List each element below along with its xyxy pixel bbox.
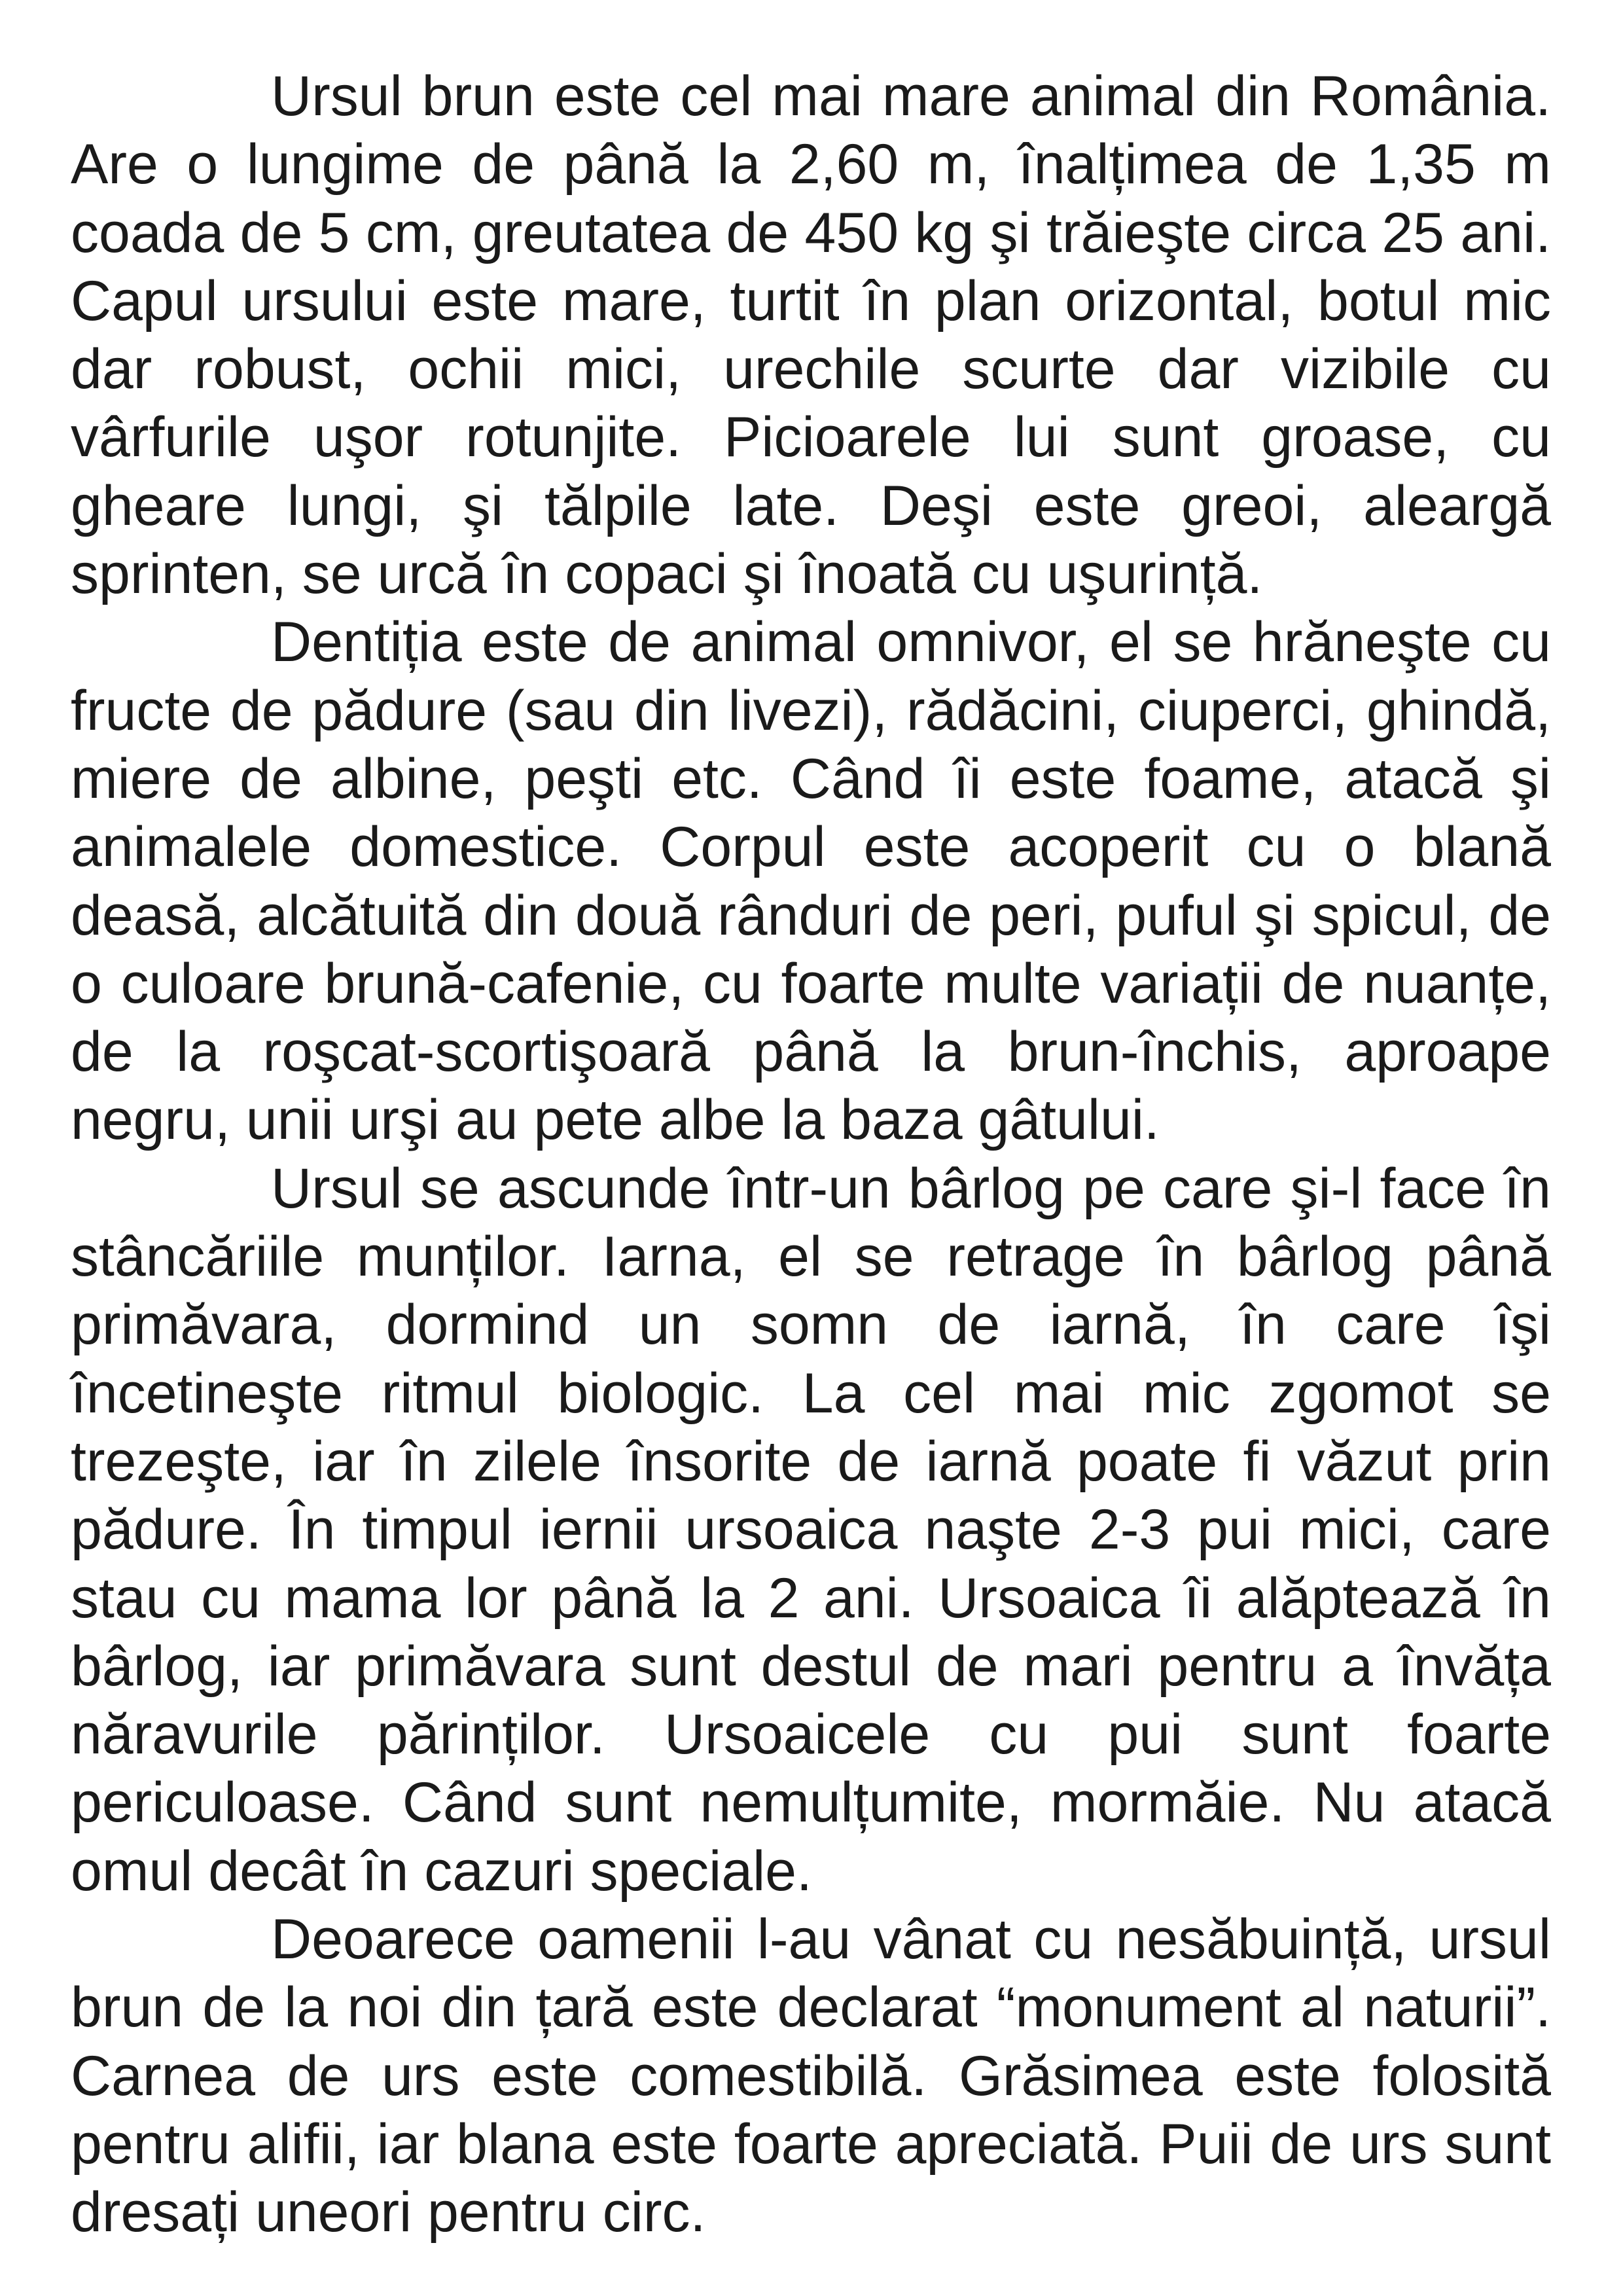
- paragraph-protection-and-uses: Deoarece oamenii l-au vânat cu nesăbuință, ursul brun de la noi din țară este declarat “monument al naturii”. Carnea de urs este comestibilă. Grăsimea este folosită pentru alifii, iar blana este foarte apreciată. Puii de urs sunt dresați uneori pentru circ.: [71, 1908, 1551, 2244]
- document-page: [71, 62, 1551, 2247]
- paragraph-physical-description: Ursul brun este cel mai mare animal din România. Are o lungime de până la 2,60 m, înalțimea de 1,35 m coada de 5 cm, greutatea de 450 kg şi trăieşte circa 25 ani. Capul ursului este mare, turtit în plan orizontal, botul mic dar robust, ochii mici, urechile scurte dar vizibile cu vârfurile uşor rotunjite. Picioarele lui sunt groase, cu gheare lungi, şi tălpile late. Deşi este greoi, aleargă sprinten, se urcă în copaci şi înoată cu uşurință.: [71, 65, 1551, 606]
- paragraph-den-and-hibernation: Ursul se ascunde într-un bârlog pe care şi-l face în stâncăriile munților. Iarna, el se retrage în bârlog până primăvara, dormind un somn de iarnă, în care îşi încetineşte ritmul biologic. La cel mai mic zgomot se trezeşte, iar în zilele însorite de iarnă poate fi văzut prin pădure. În timpul iernii ursoaica naşte 2-3 pui mici, care stau cu mama lor până la 2 ani. Ursoaica îi alăptează în bârlog, iar primăvara sunt destul de mari pentru a învăța năravurile părinților. Ursoaicele cu pui sunt foarte periculoase. Când sunt nemulțumite, mormăie. Nu atacă omul decât în cazuri speciale.: [71, 1157, 1551, 1903]
- paragraph-diet-and-fur: Dentiția este de animal omnivor, el se hrăneşte cu fructe de pădure (sau din livezi), rădăcini, ciuperci, ghindă, miere de albine, peşti etc. Când îi este foame, atacă şi animalele domestice. Corpul este acoperit cu o blană deasă, alcătuită din două rânduri de peri, puful şi spicul, de o culoare brună-cafenie, cu foarte multe variații de nuanțe, de la roşcat-scortişoară până la brun-închis, aproape negru, unii urşi au pete albe la baza gâtului.: [71, 611, 1551, 1152]
